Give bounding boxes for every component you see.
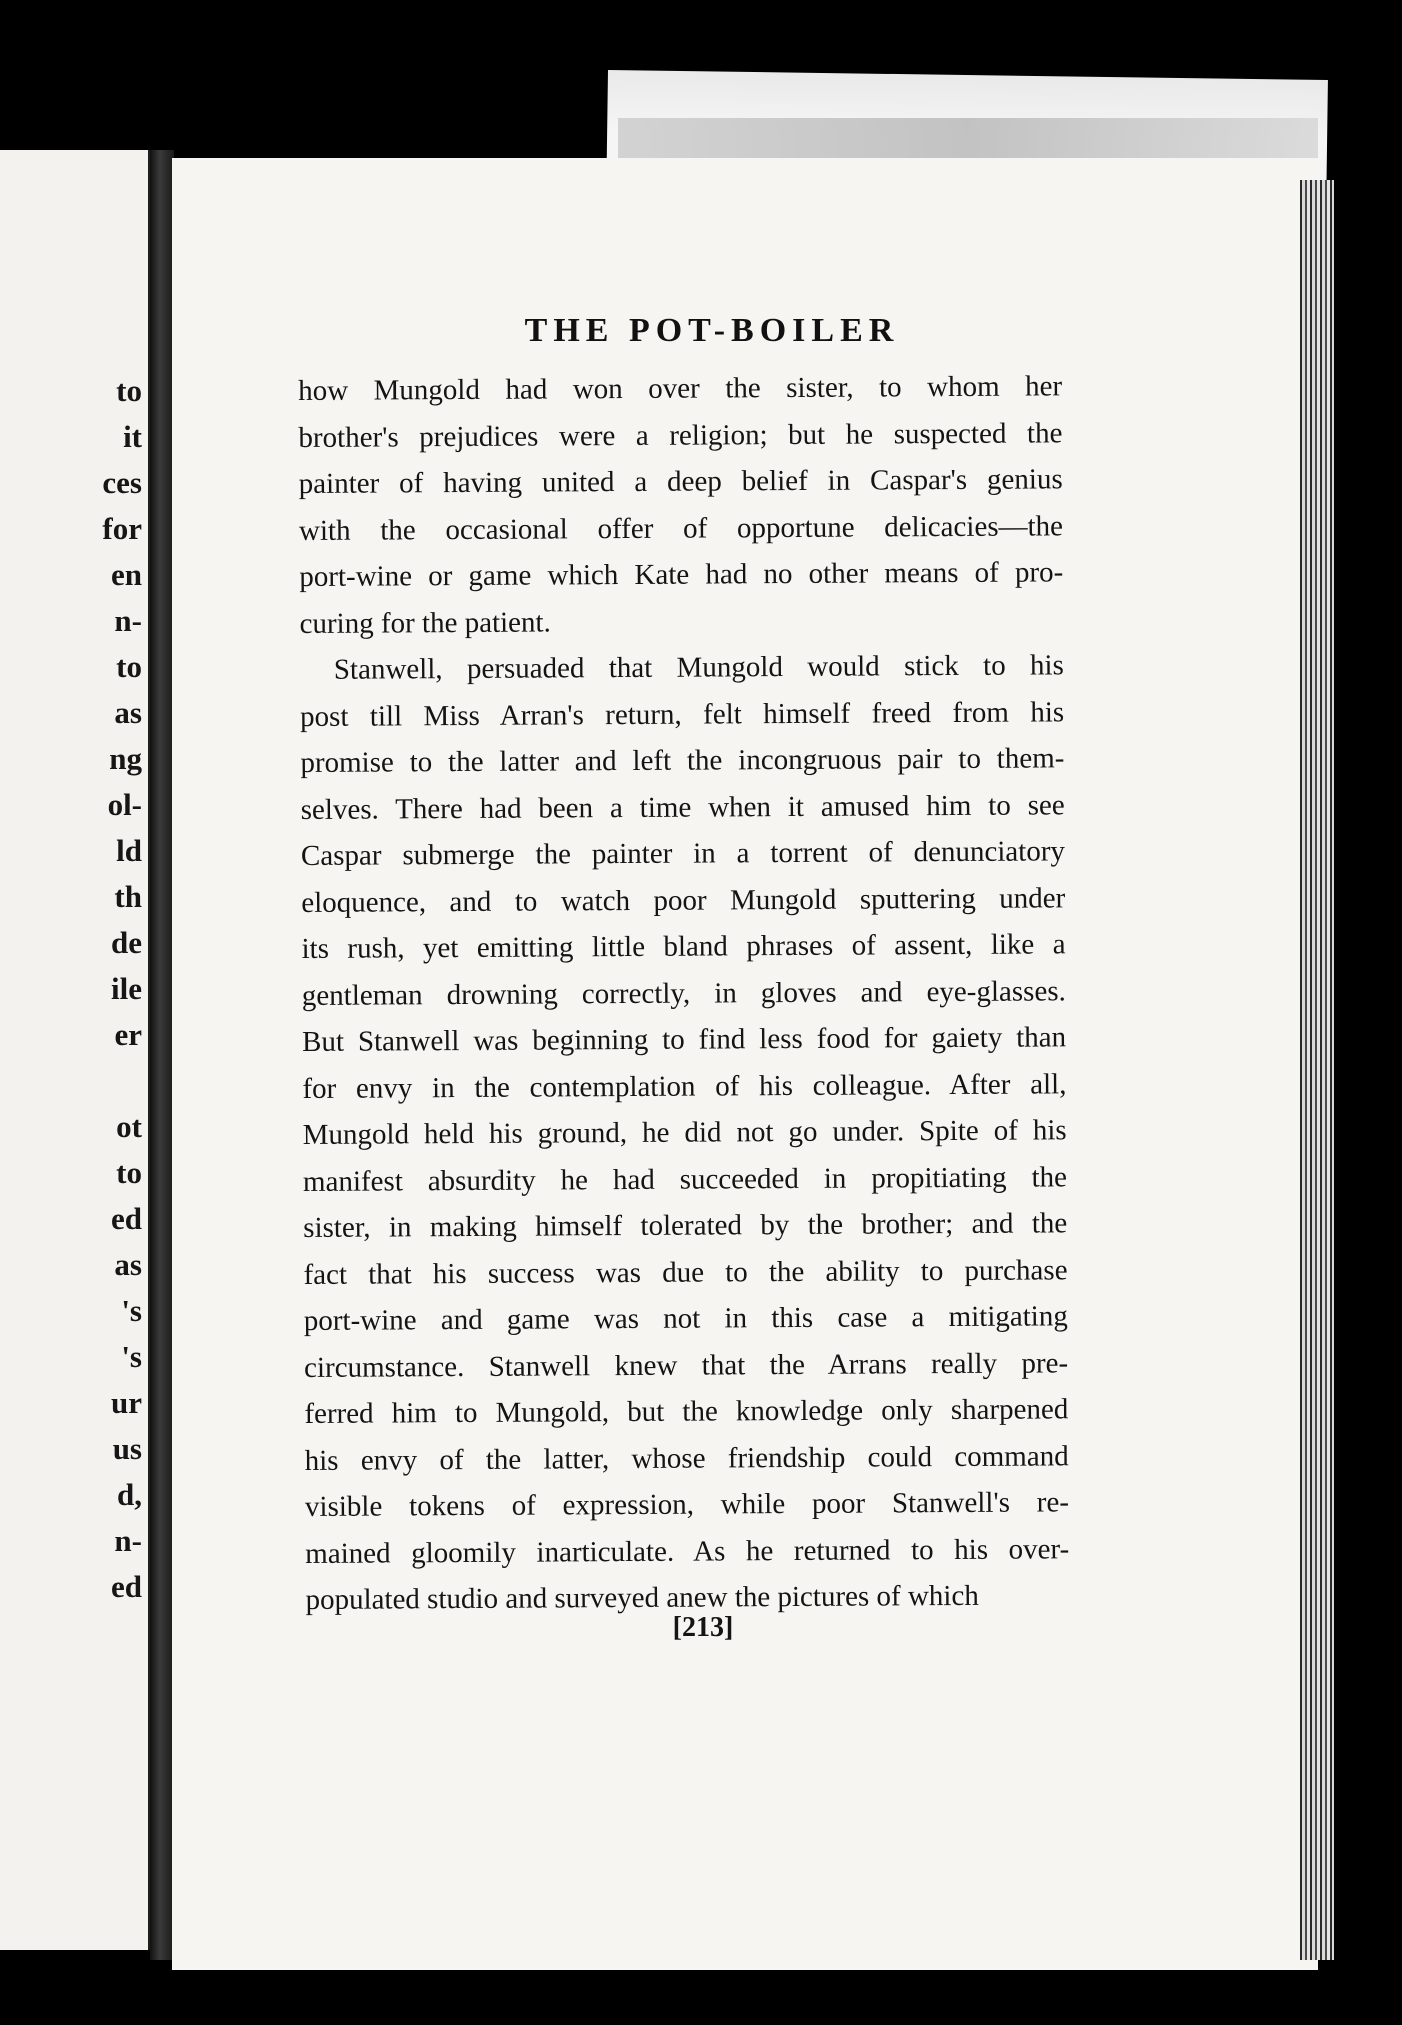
text-line: fact that his success was due to the ability to purchase [303, 1253, 1068, 1291]
text-line: populated studio and surveyed anew the pictures of which [305, 1579, 979, 1616]
left-page-fragment: ed [111, 1201, 142, 1236]
text-line: his envy of the latter, whose friendship could command [304, 1439, 1069, 1477]
left-page-fragment: as [114, 1247, 142, 1282]
left-page-fragment: ng [109, 741, 142, 776]
left-page-fragment: to [116, 649, 142, 684]
text-line: eloquence, and to watch poor Mungold sputtering under [301, 881, 1066, 919]
left-page-fragment: 's [121, 1339, 142, 1374]
left-page-fragment: for [102, 511, 142, 546]
text-line: promise to the latter and left the incongruous pair to them- [300, 742, 1065, 779]
left-page-fragment: ed [111, 1569, 142, 1604]
text-line: Stanwell, persuaded that Mungold would stick to his [333, 649, 1064, 686]
text-line: manifest absurdity he had succeeded in propitiating the [302, 1160, 1068, 1198]
text-line: curing for the patient. [299, 605, 551, 640]
left-page-fragment: us [112, 1431, 142, 1466]
text-line: selves. There had been a time when it amused him to see [300, 788, 1065, 826]
left-page-fragment: ces [102, 465, 142, 500]
text-line: visible tokens of expression, while poor Stanwell's re- [304, 1486, 1070, 1523]
left-page-fragment: to [116, 373, 142, 408]
paragraph-1 [298, 363, 1064, 647]
left-page [0, 150, 152, 1950]
left-page-fragment: de [111, 925, 142, 960]
left-page-fragment: er [114, 1017, 142, 1052]
left-page-fragment: to [116, 1155, 142, 1190]
text-line: port-wine or game which Kate had no other means of pro- [299, 556, 1064, 593]
text-line: port-wine and game was not in this case a mitigating [303, 1300, 1068, 1337]
paragraph-2 [300, 642, 1070, 1623]
text-line: how Mungold had won over the sister, to whom her [298, 370, 1063, 407]
left-page-fragment: ol- [107, 787, 142, 822]
text-line: But Stanwell was beginning to find less food for gaiety than [302, 1021, 1067, 1058]
text-line: Caspar submerge the painter in a torrent of denunciatory [300, 835, 1066, 872]
text-line: brother's prejudices were a religion; but he suspected the [298, 416, 1063, 454]
text-line: ferred him to Mungold, but the knowledge only sharpened [304, 1393, 1069, 1430]
left-page-fragment: ot [116, 1109, 142, 1144]
text-line: circumstance. Stanwell knew that the Arrans really pre- [304, 1346, 1069, 1384]
left-page-fragment: n- [114, 1523, 142, 1558]
left-page-fragment: d, [117, 1477, 142, 1512]
book-gutter [150, 150, 174, 1960]
left-page-fragment: ile [111, 971, 142, 1006]
left-page-fragment: ur [111, 1385, 142, 1420]
left-page-fragment: 's [121, 1293, 142, 1328]
page-edge [1300, 180, 1334, 1960]
body-text [298, 363, 1070, 1623]
left-page-fragment: it [123, 419, 142, 454]
left-page-fragment: n- [114, 603, 142, 638]
text-line: gentleman drowning correctly, in gloves and eye-glasses. [301, 974, 1066, 1012]
left-page-fragment: ld [116, 833, 142, 868]
text-line: for envy in the contemplation of his colleague. After all, [302, 1067, 1067, 1105]
left-page-fragment: en [111, 557, 142, 592]
text-line: Mungold held his ground, he did not go under. Spite of his [302, 1114, 1067, 1151]
running-head: THE POT-BOILER [524, 312, 900, 349]
page-number: [213] [672, 1612, 734, 1643]
text-line: its rush, yet emitting little bland phrases of assent, like a [301, 928, 1066, 965]
left-page-fragment: th [114, 879, 142, 914]
text-line: sister, in making himself tolerated by the brother; and the [303, 1207, 1068, 1244]
text-line: painter of having united a deep belief in Caspar's genius [298, 463, 1063, 500]
text-line: mained gloomily inarticulate. As he returned to his over- [305, 1532, 1070, 1570]
text-line: post till Miss Arran's return, felt himself freed from his [300, 695, 1065, 733]
text-line: with the occasional offer of opportune delicacies—the [298, 509, 1064, 547]
left-page-fragment: as [114, 695, 142, 730]
